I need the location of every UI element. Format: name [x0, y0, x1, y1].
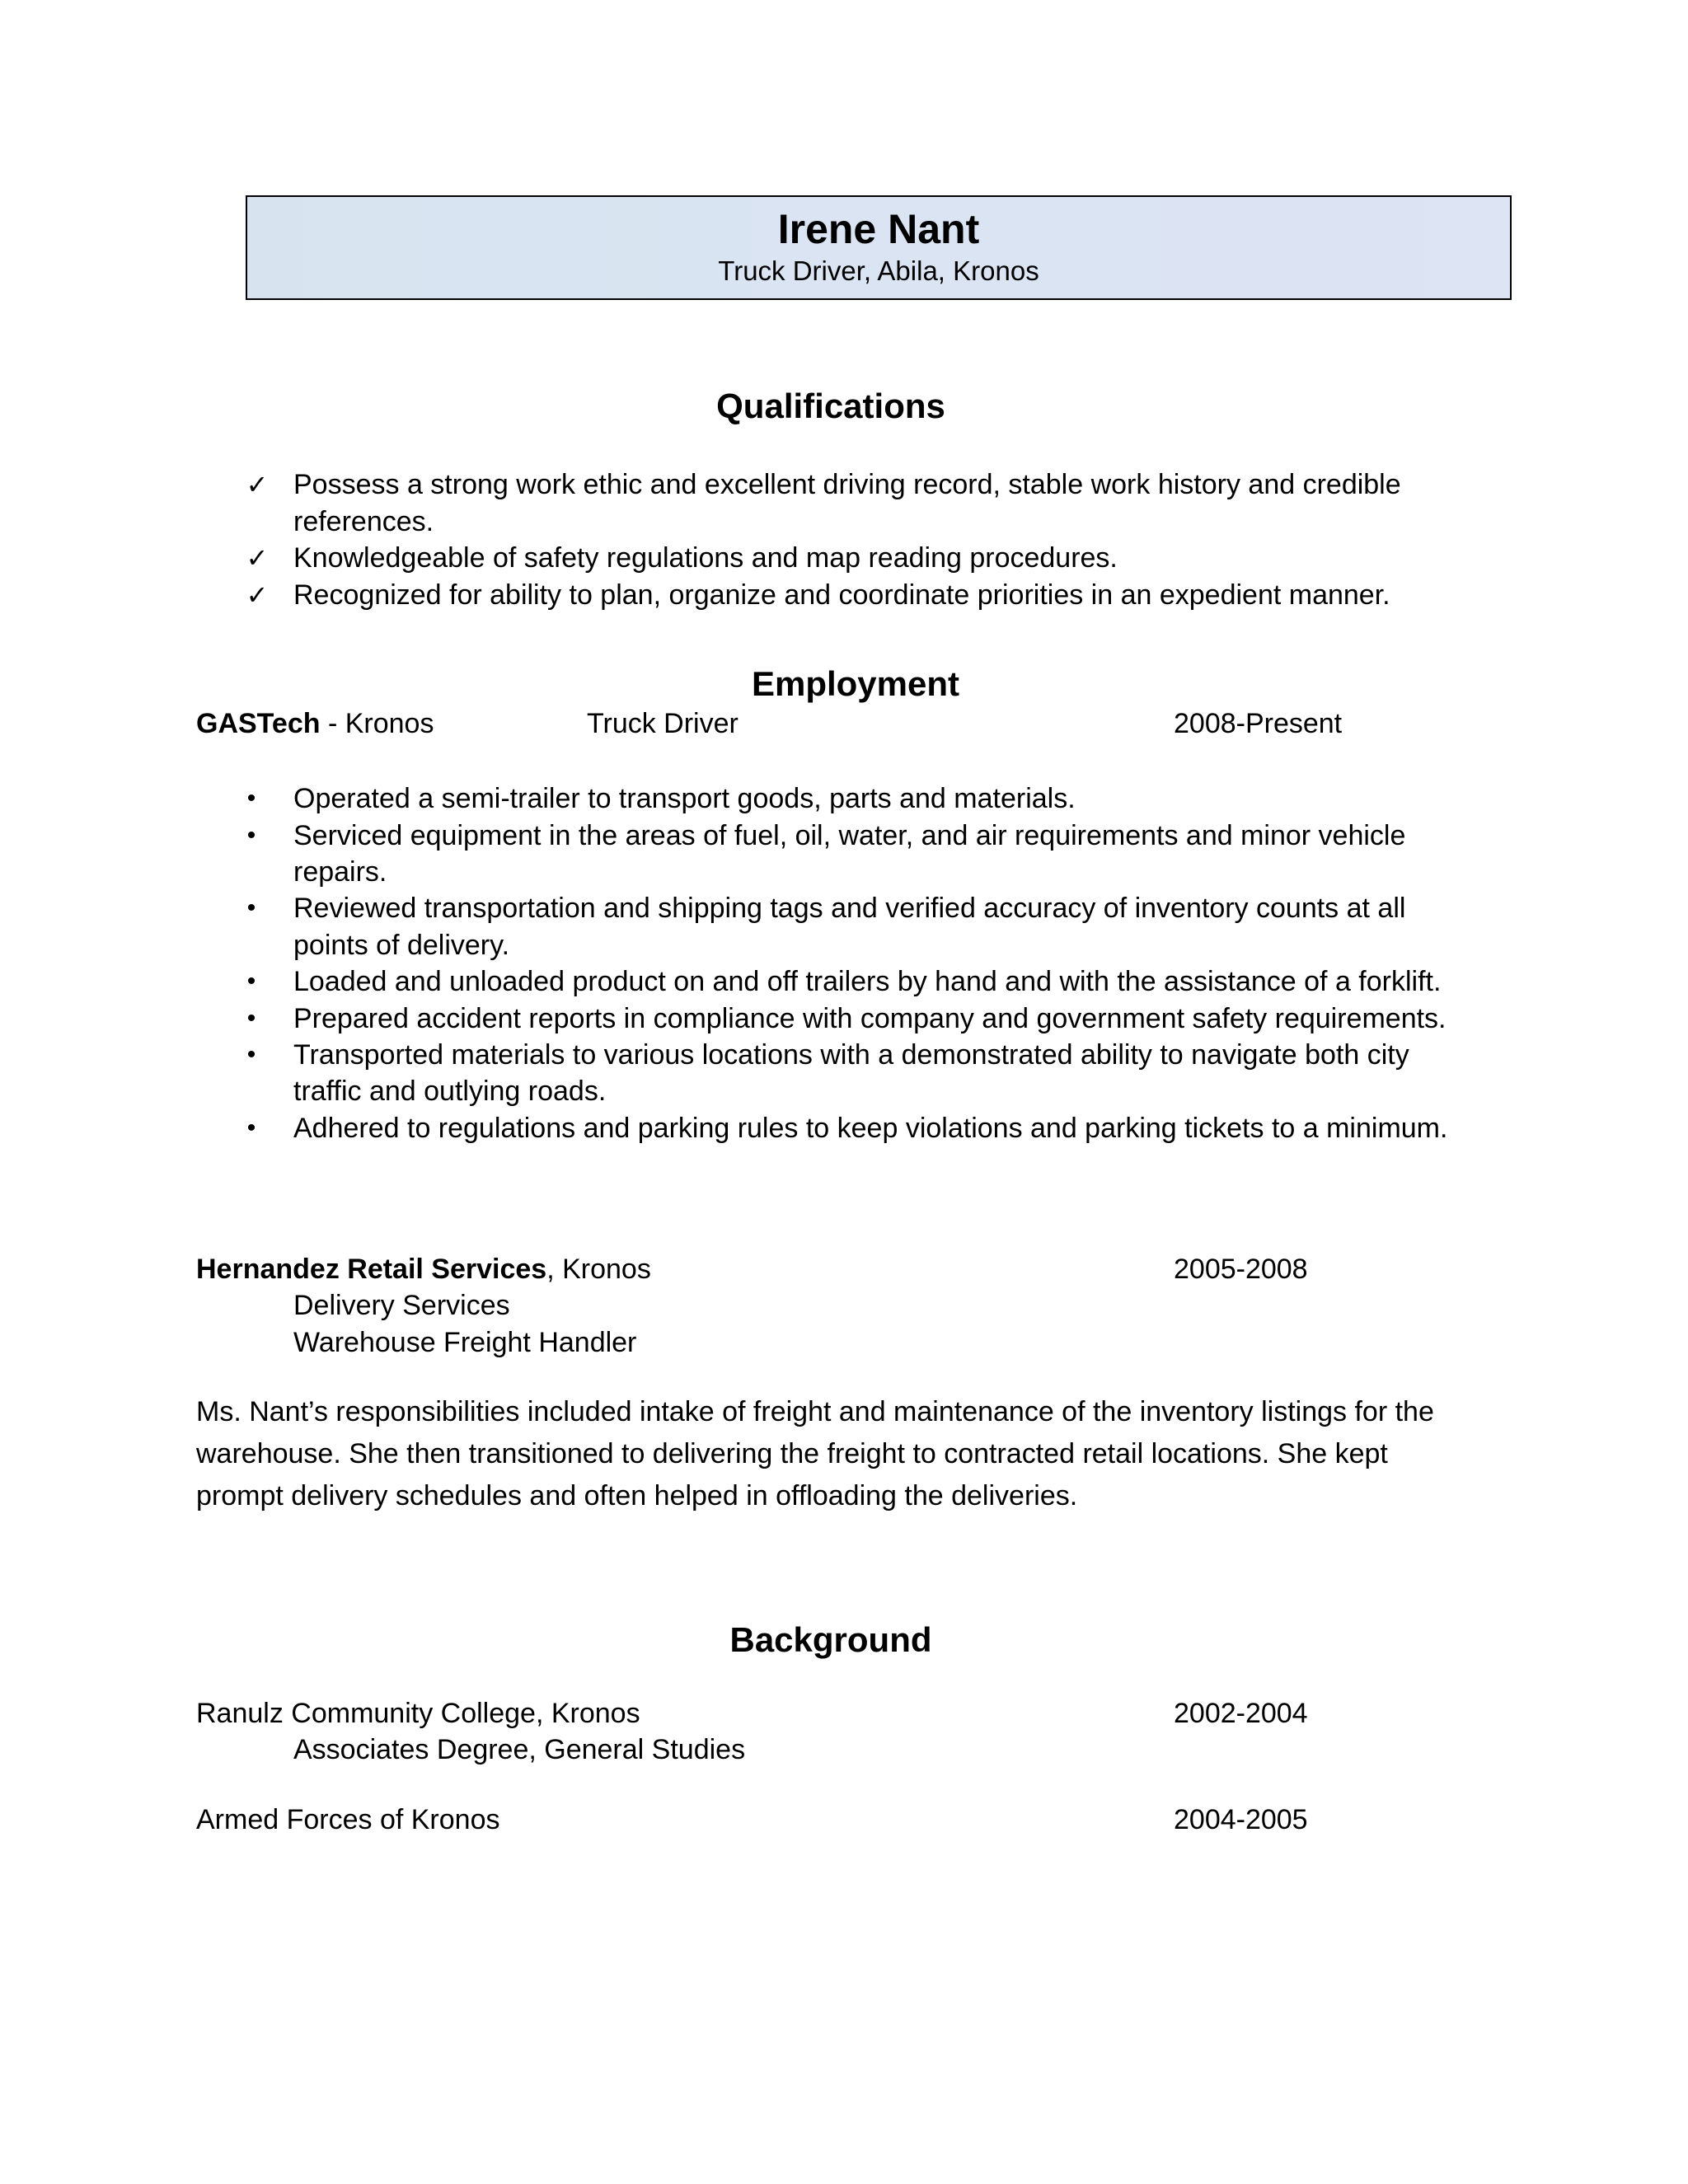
duty-line: points of delivery. — [293, 930, 510, 961]
duty-line: Serviced equipment in the areas of fuel, oil, water, and air requirements and minor vehicle — [293, 820, 1406, 851]
duty-line: Adhered to regulations and parking rules to keep violations and parking tickets to a minimum. — [293, 1113, 1448, 1144]
bullet-icon: • — [246, 968, 256, 995]
duty-line: Loaded and unloaded product on and off trailers by hand and with the assistance of a forklift. — [293, 966, 1442, 997]
hernandez-employer — [196, 1251, 651, 1287]
hernandez-location: , Kronos — [546, 1254, 651, 1285]
duty-line: traffic and outlying roads. — [293, 1076, 607, 1107]
bullet-icon: • — [246, 785, 256, 812]
college-dates: 2002-2004 — [1174, 1698, 1308, 1729]
bullet-icon: • — [246, 1005, 256, 1032]
qualification-line: Recognized for ability to plan, organize and coordinate priorities in an expedient manner. — [293, 579, 1390, 611]
gastech-dates: 2008-Present — [1174, 708, 1343, 739]
check-icon: ✓ — [246, 543, 269, 573]
gastech-location: - Kronos — [320, 708, 434, 739]
duty-line: Prepared accident reports in compliance with company and government safety requirements. — [293, 1003, 1447, 1034]
resume-header — [246, 195, 1512, 300]
hernandez-summary: Ms. Nant’s responsibilities included intake of freight and maintenance of the inventory listings for the warehouse. She then transitioned to delivering the freight to contracted retail locations. She kept prompt delivery schedules and often helped in offloading the deliveries. — [196, 1396, 1434, 1511]
military-dates: 2004-2005 — [1174, 1804, 1308, 1835]
duty-line: Operated a semi-trailer to transport goods, parts and materials. — [293, 783, 1076, 814]
gastech-company: GASTech — [196, 708, 321, 739]
college-name: Ranulz Community College, Kronos — [196, 1698, 640, 1729]
bullet-icon: • — [246, 822, 256, 849]
college-degree: Associates Degree, General Studies — [293, 1734, 746, 1765]
bullet-icon: • — [246, 1114, 256, 1141]
candidate-name: Irene Nant — [777, 206, 980, 252]
gastech-title: Truck Driver — [587, 708, 738, 739]
bullet-icon: • — [246, 1041, 256, 1068]
hernandez-role: Warehouse Freight Handler — [293, 1327, 637, 1358]
bullet-icon: • — [246, 894, 256, 921]
military-name: Armed Forces of Kronos — [196, 1804, 500, 1835]
hernandez-dates: 2005-2008 — [1174, 1254, 1308, 1285]
duty-line: repairs. — [293, 856, 387, 888]
hernandez-company: Hernandez Retail Services — [196, 1254, 547, 1285]
qualification-line: Knowledgeable of safety regulations and map reading procedures. — [293, 542, 1118, 574]
candidate-subtitle: Truck Driver, Abila, Kronos — [718, 255, 1039, 286]
background-heading: Background — [729, 1620, 932, 1659]
duty-line: Transported materials to various locations with a demonstrated ability to navigate both city — [293, 1039, 1409, 1071]
check-icon: ✓ — [246, 580, 269, 610]
qualification-line: references. — [293, 506, 434, 537]
qualification-line: Possess a strong work ethic and excellent driving record, stable work history and credible — [293, 469, 1401, 500]
check-icon: ✓ — [246, 470, 269, 499]
duty-line: Reviewed transportation and shipping tags and verified accuracy of inventory counts at all — [293, 893, 1406, 924]
employment-heading: Employment — [751, 664, 960, 703]
gastech-employer — [196, 705, 434, 742]
qualifications-heading: Qualifications — [716, 387, 945, 425]
hernandez-role: Delivery Services — [293, 1290, 510, 1321]
